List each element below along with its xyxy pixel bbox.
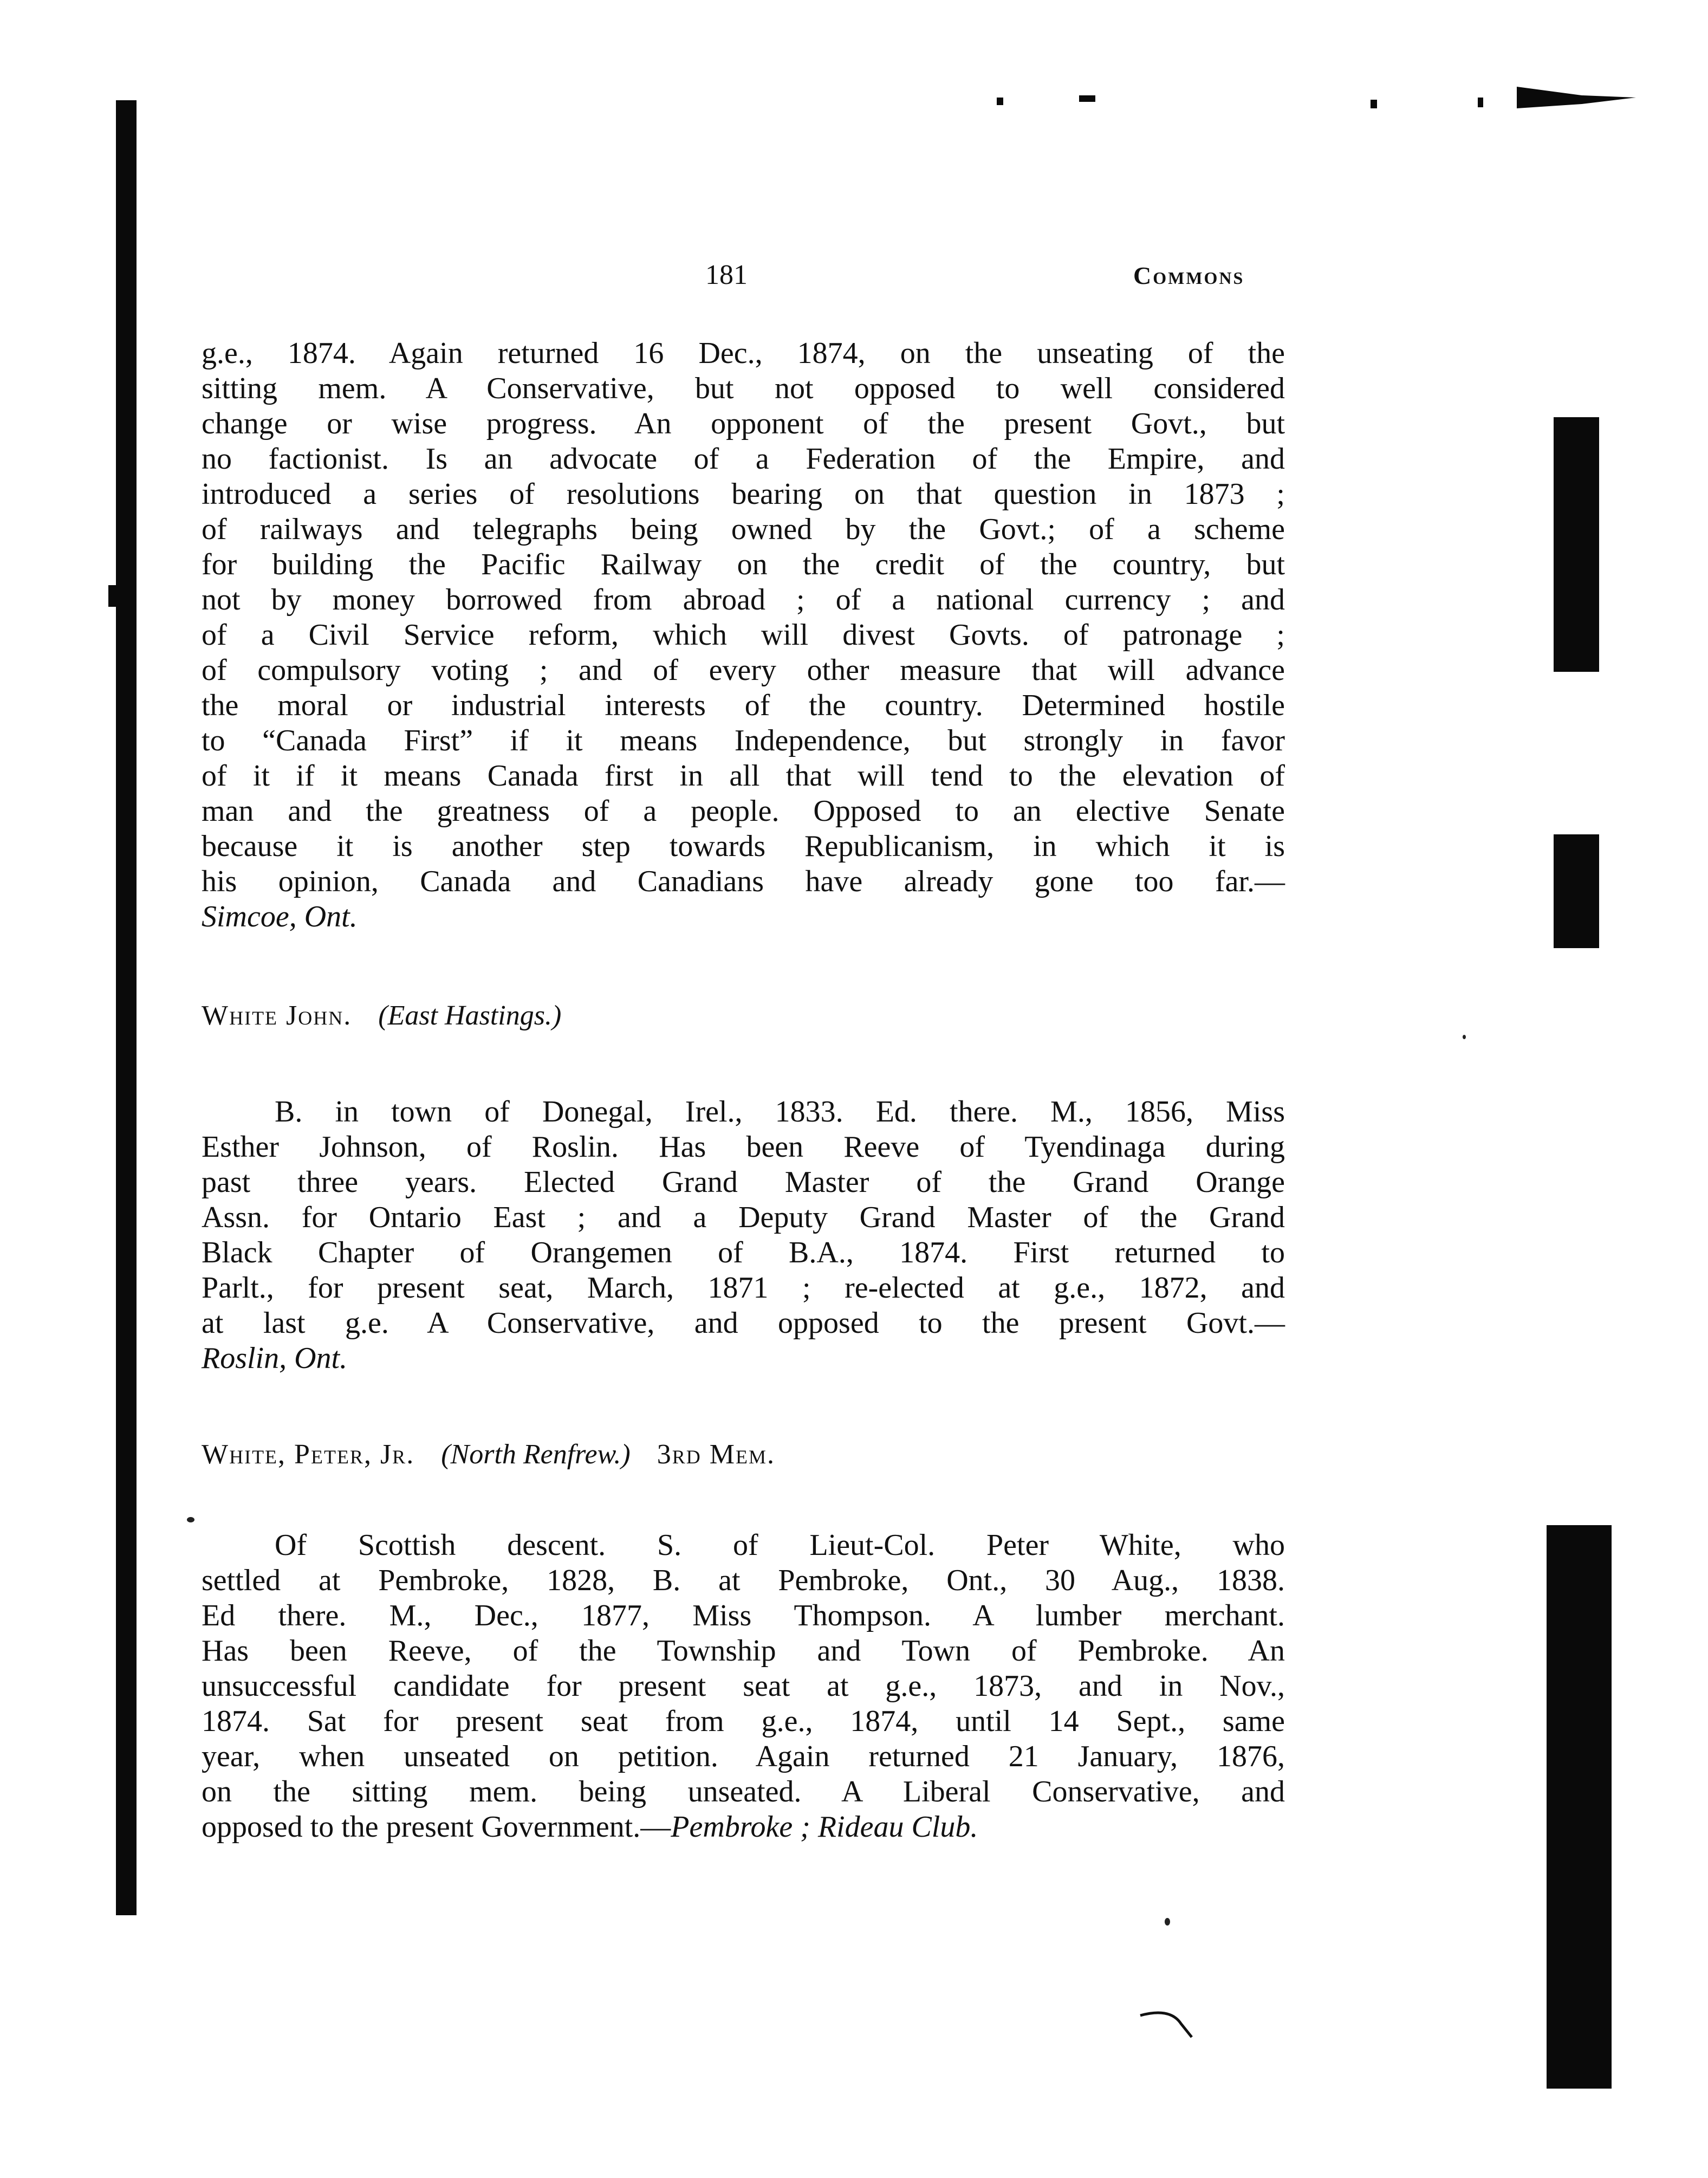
- text-line: on the sitting mem. being unseated. A Liberal Conservative, and: [202, 1775, 1285, 1808]
- text-line: [202, 1810, 1285, 1845]
- constituency: (North Renfrew.): [441, 1439, 631, 1470]
- text-line: year, when unseated on petition. Again returned 21 January, 1876,: [202, 1740, 1285, 1773]
- text-line: Esther Johnson, of Roslin. Has been Reeve of Tyendinaga during: [202, 1130, 1285, 1164]
- scan-speck: [1478, 98, 1483, 107]
- page-number: 181: [705, 260, 748, 290]
- scan-edge-bar-left: [116, 100, 137, 1915]
- text-line: Assn. for Ontario East ; and a Deputy Grand Master of the Grand: [202, 1201, 1285, 1234]
- text-line: Parlt., for present seat, March, 1871 ; re-elected at g.e., 1872, and: [202, 1271, 1285, 1305]
- scan-stroke: [1138, 2005, 1203, 2043]
- text-line: man and the greatness of a people. Opposed to an elective Senate: [202, 794, 1285, 828]
- scan-edge-pointer: [1517, 81, 1641, 114]
- text-line: introduced a series of resolutions bearing on that question in 1873 ;: [202, 477, 1285, 511]
- text-line: not by money borrowed from abroad ; of a national currency ; and: [202, 583, 1285, 617]
- text-line: of a Civil Service reform, which will divest Govts. of patronage ;: [202, 618, 1285, 652]
- text-line: to “Canada First” if it means Independence, but strongly in favor: [202, 724, 1285, 757]
- member-name: White John.: [202, 1000, 352, 1031]
- entry-heading: [202, 1000, 561, 1032]
- scan-speck: [1165, 1918, 1170, 1926]
- text-line: of railways and telegraphs being owned by the Govt.; of a scheme: [202, 513, 1285, 546]
- text-line: Has been Reeve, of the Township and Town of Pembroke. An: [202, 1634, 1285, 1668]
- text-line: of it if it means Canada first in all that will tend to the elevation of: [202, 759, 1285, 793]
- text-line: g.e., 1874. Again returned 16 Dec., 1874, on the unseating of the: [202, 336, 1285, 370]
- text-line: Black Chapter of Orangemen of B.A., 1874. First returned to: [202, 1236, 1285, 1269]
- constituency: (East Hastings.): [378, 1000, 562, 1031]
- scan-edge-notch: [108, 585, 122, 607]
- text-line: of compulsory voting ; and of every other measure that will advance: [202, 653, 1285, 687]
- running-head: Commons: [1133, 262, 1245, 289]
- entry-heading: [202, 1438, 775, 1470]
- scan-edge-block: [1554, 834, 1599, 948]
- text-line: 1874. Sat for present seat from g.e., 1874, until 14 Sept., same: [202, 1704, 1285, 1738]
- text-line: Ed there. M., Dec., 1877, Miss Thompson. A lumber merchant.: [202, 1599, 1285, 1632]
- text-line: Of Scottish descent. S. of Lieut-Col. Peter White, who: [275, 1528, 1285, 1562]
- entry-paragraph: [202, 1528, 1285, 1845]
- member-name: White, Peter, Jr.: [202, 1439, 415, 1470]
- text-line: unsuccessful candidate for present seat at g.e., 1873, and in Nov.,: [202, 1669, 1285, 1703]
- text-line: no factionist. Is an advocate of a Federation of the Empire, and: [202, 442, 1285, 476]
- text-line: his opinion, Canada and Canadians have already gone too far.—: [202, 865, 1285, 898]
- page-header: [202, 259, 1285, 302]
- text-line: because it is another step towards Republicanism, in which it is: [202, 829, 1285, 863]
- scan-speck: [187, 1517, 194, 1522]
- scan-edge-block: [1554, 417, 1599, 672]
- text-line: B. in town of Donegal, Irel., 1833. Ed. there. M., 1856, Miss: [275, 1095, 1285, 1129]
- scan-edge-block: [1547, 1525, 1612, 2089]
- entry-address: Simcoe, Ont.: [202, 900, 358, 934]
- text-line: the moral or industrial interests of the country. Determined hostile: [202, 689, 1285, 722]
- text-line: settled at Pembroke, 1828, B. at Pembroke, Ont., 30 Aug., 1838.: [202, 1564, 1285, 1597]
- text-line: sitting mem. A Conservative, but not opposed to well considered: [202, 372, 1285, 405]
- scan-speck: [1371, 100, 1377, 108]
- scan-speck: [997, 98, 1003, 105]
- text-line-content: opposed to the present Government.—: [202, 1810, 671, 1844]
- scan-speck: [1463, 1035, 1466, 1039]
- text-line: change or wise progress. An opponent of the present Govt., but: [202, 407, 1285, 440]
- member-note: 3rd Mem.: [657, 1439, 775, 1470]
- entry-paragraph: [202, 1094, 1285, 1376]
- text-line: past three years. Elected Grand Master of the Grand Orange: [202, 1165, 1285, 1199]
- entry-continued-paragraph: [202, 336, 1285, 935]
- entry-address: Pembroke ; Rideau Club.: [671, 1810, 978, 1844]
- text-line: at last g.e. A Conservative, and opposed to the present Govt.—: [202, 1306, 1285, 1340]
- text-line: for building the Pacific Railway on the credit of the country, but: [202, 548, 1285, 581]
- scan-speck: [1079, 95, 1095, 102]
- entry-address: Roslin, Ont.: [202, 1341, 348, 1375]
